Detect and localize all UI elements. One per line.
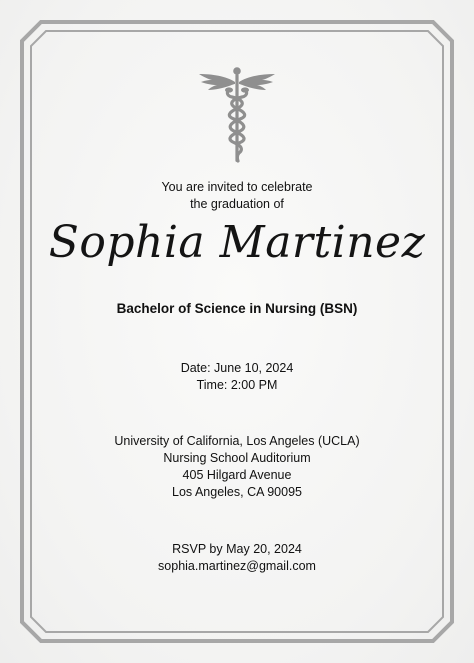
graduate-name: Sophia Martinez: [48, 217, 426, 268]
invitation-intro-line-2: the graduation of: [190, 197, 284, 211]
event-time: Time: 2:00 PM: [196, 378, 278, 392]
rsvp-deadline: RSVP by May 20, 2024: [172, 542, 302, 556]
caduceus-icon: [196, 66, 278, 166]
rsvp-email: sophia.martinez@gmail.com: [158, 559, 316, 573]
invitation-intro-line-1: You are invited to celebrate: [161, 180, 313, 194]
venue-university: University of California, Los Angeles (UCLA): [114, 434, 360, 448]
venue-street: 405 Hilgard Avenue: [182, 468, 292, 482]
event-date: Date: June 10, 2024: [180, 361, 294, 375]
venue-city: Los Angeles, CA 90095: [172, 485, 302, 499]
venue-auditorium: Nursing School Auditorium: [163, 451, 311, 465]
degree-title: Bachelor of Science in Nursing (BSN): [116, 301, 358, 316]
